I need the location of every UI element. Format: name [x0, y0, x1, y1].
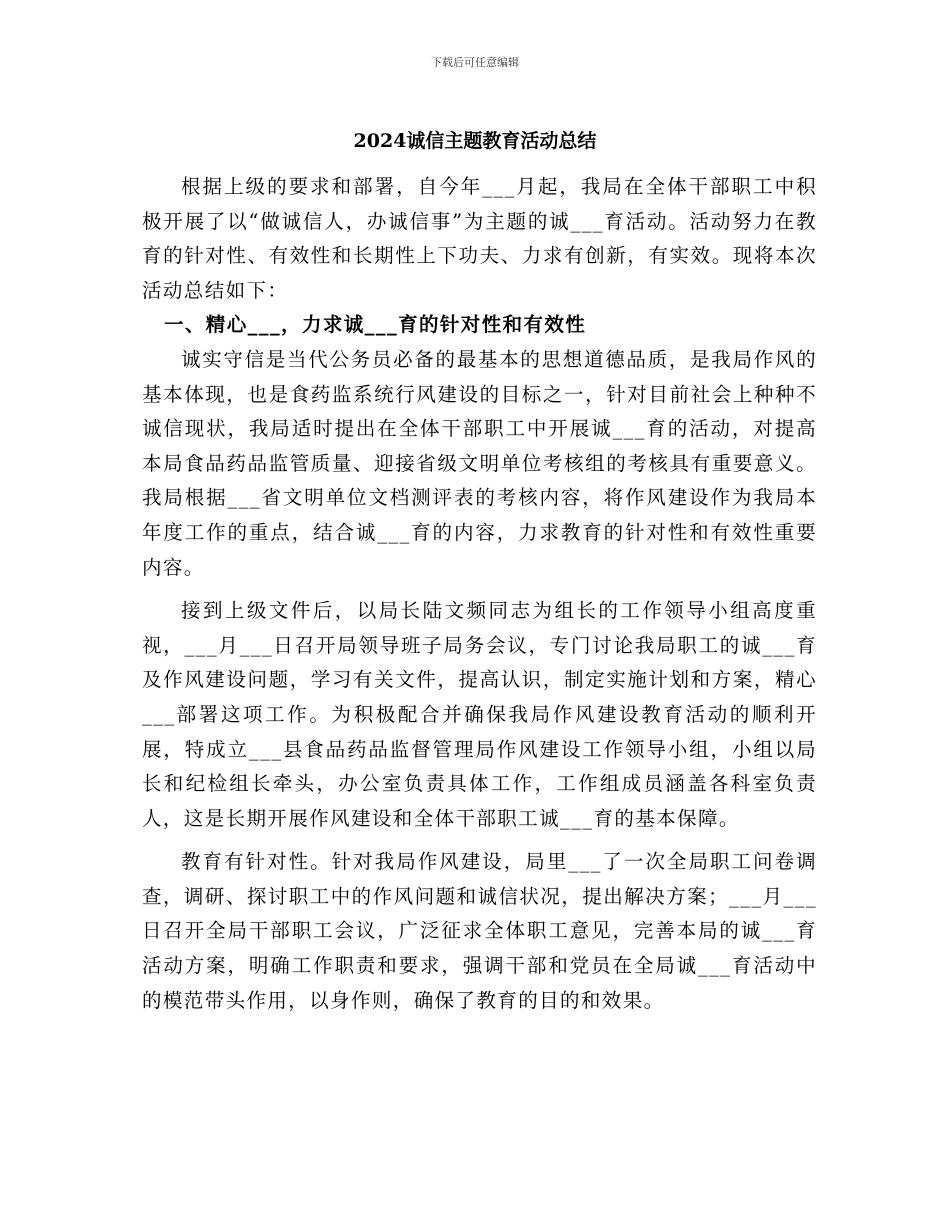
paragraph-integrity: 诚实守信是当代公务员必备的最基本的思想道德品质，是我局作风的基本体现，也是食药监系统行风建设的目标之一，针对目前社会上种种不诚信现状，我局适时提出在全体干部职工中开展诚___育的活动，对提高本局食品药品监管质量、迎接省级文明单位考核组的考核具有重要意义。我局根据___省文明单位文档测评表的考核内容，将作风建设作为我局本年度工作的重点，结合诚___育的内容，力求教育的针对性和有效性重要内容。 [142, 347, 817, 579]
paragraph-leadership: 接到上级文件后，以局长陆文频同志为组长的工作领导小组高度重视，___月___日召开局领导班子局务会议，专门讨论我局职工的诚___育及作风建设问题，学习有关文件，提高认识，制定实施计划和方案，精心___部署这项工作。为积极配合并确保我局作风建设教育活动的顺利开展，特成立___县食品药品监督管理局作风建设工作领导小组，小组以局长和纪检组长牵头，办公室负责具体工作，工作组成员涵盖各科室负责人，这是长期开展作风建设和全体干部职工诚___育的基本保障。 [142, 599, 817, 830]
document-body [142, 170, 817, 1018]
document-title: 2024诚信主题教育活动总结 [353, 130, 597, 152]
paragraph-intro: 根据上级的要求和部署，自今年___月起，我局在全体干部职工中积极开展了以“做诚信人，办诚信事”为主题的诚___育活动。活动努力在教育的针对性、有效性和长期性上下功夫、力求有创新，有实效。现将本次活动总结如下： [142, 175, 817, 302]
header-note: 下载后可任意编辑 [431, 56, 519, 69]
paragraph-targeting: 教育有针对性。针对我局作风建设，局里___了一次全局职工问卷调查，调研、探讨职工中的作风问题和诚信状况，提出解决方案；___月___日召开全局干部职工会议，广泛征求全体职工意见，完善本局的诚___育活动方案，明确工作职责和要求，强调干部和党员在全局诚___育活动中的模范带头作用，以身作则，确保了教育的目的和效果。 [142, 850, 817, 1012]
section-heading: 一、精心___，力求诚___育的针对性和有效性 [164, 313, 587, 337]
